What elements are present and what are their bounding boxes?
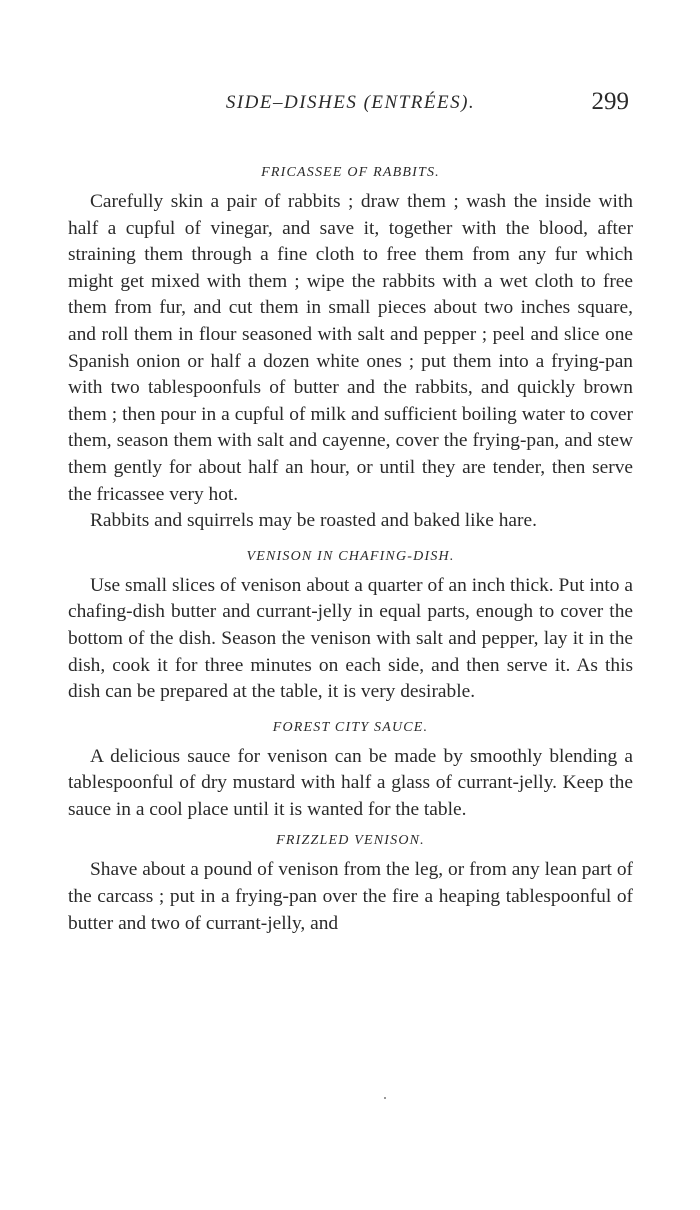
recipe-title: FRICASSEE OF RABBITS.	[261, 165, 440, 180]
page-number: 299	[591, 88, 629, 115]
running-title: SIDE–DISHES (ENTRÉES).	[225, 92, 476, 113]
recipe-paragraph: A delicious sauce for venison can be made by smoothly blending a tablespoonful of dry mustard with half a glass of currant-jelly. Keep the sauce in a cool place until it is wanted for the table.	[68, 745, 633, 820]
recipe-paragraph: Use small slices of venison about a quarter of an inch thick. Put into a chafing-dish butter and currant-jelly in equal parts, enough to cover the bottom of the dish. Season the venison with salt and pepper, lay it in the dish, cook it for three minutes on each side, and then serve it. As this dish can be prepared at the table, it is very desirable.	[68, 574, 633, 703]
recipe-paragraph: Rabbits and squirrels may be roasted and baked like hare.	[90, 510, 537, 532]
running-head	[68, 88, 633, 132]
ink-speck	[384, 1097, 386, 1099]
recipe-venison-in-chafing-dish	[68, 547, 633, 706]
recipe-title: VENISON IN CHAFING-DISH.	[246, 548, 455, 564]
recipe-title: FOREST CITY SAUCE.	[272, 719, 429, 735]
recipe-fricassee-of-rabbits	[68, 163, 633, 535]
recipe-paragraph: Shave about a pound of venison from the leg, or from any lean part of the carcass ; put in a frying-pan over the fire a heaping tablespoonful of butter and two of currant-jelly, and	[68, 859, 633, 934]
recipe-frizzled-venison	[68, 831, 633, 937]
recipe-paragraph: Carefully skin a pair of rabbits ; draw them ; wash the inside with half a cupful of vinegar, and save it, together with the blood, after straining them through a fine cloth to free them from any fur which might get mixed with them ; wipe the rabbits with a wet cloth to free them from fur, and cut them in small pieces about two inches square, and roll them in flour seasoned with salt and pepper ; peel and slice one Spanish onion or half a dozen white ones ; put them into a frying-pan with two tablespoonfuls of butter and the rabbits, and quickly brown them ; then pour in a cupful of milk and sufficient boiling water to cover them, season them with salt and cayenne, cover the frying-pan, and stew them gently for about half an hour, or until they are tender, then serve the fricassee very hot.	[68, 191, 633, 505]
recipe-forest-city-sauce	[68, 718, 633, 824]
book-page	[68, 88, 633, 937]
recipe-title: FRIZZLED VENISON.	[276, 833, 425, 849]
